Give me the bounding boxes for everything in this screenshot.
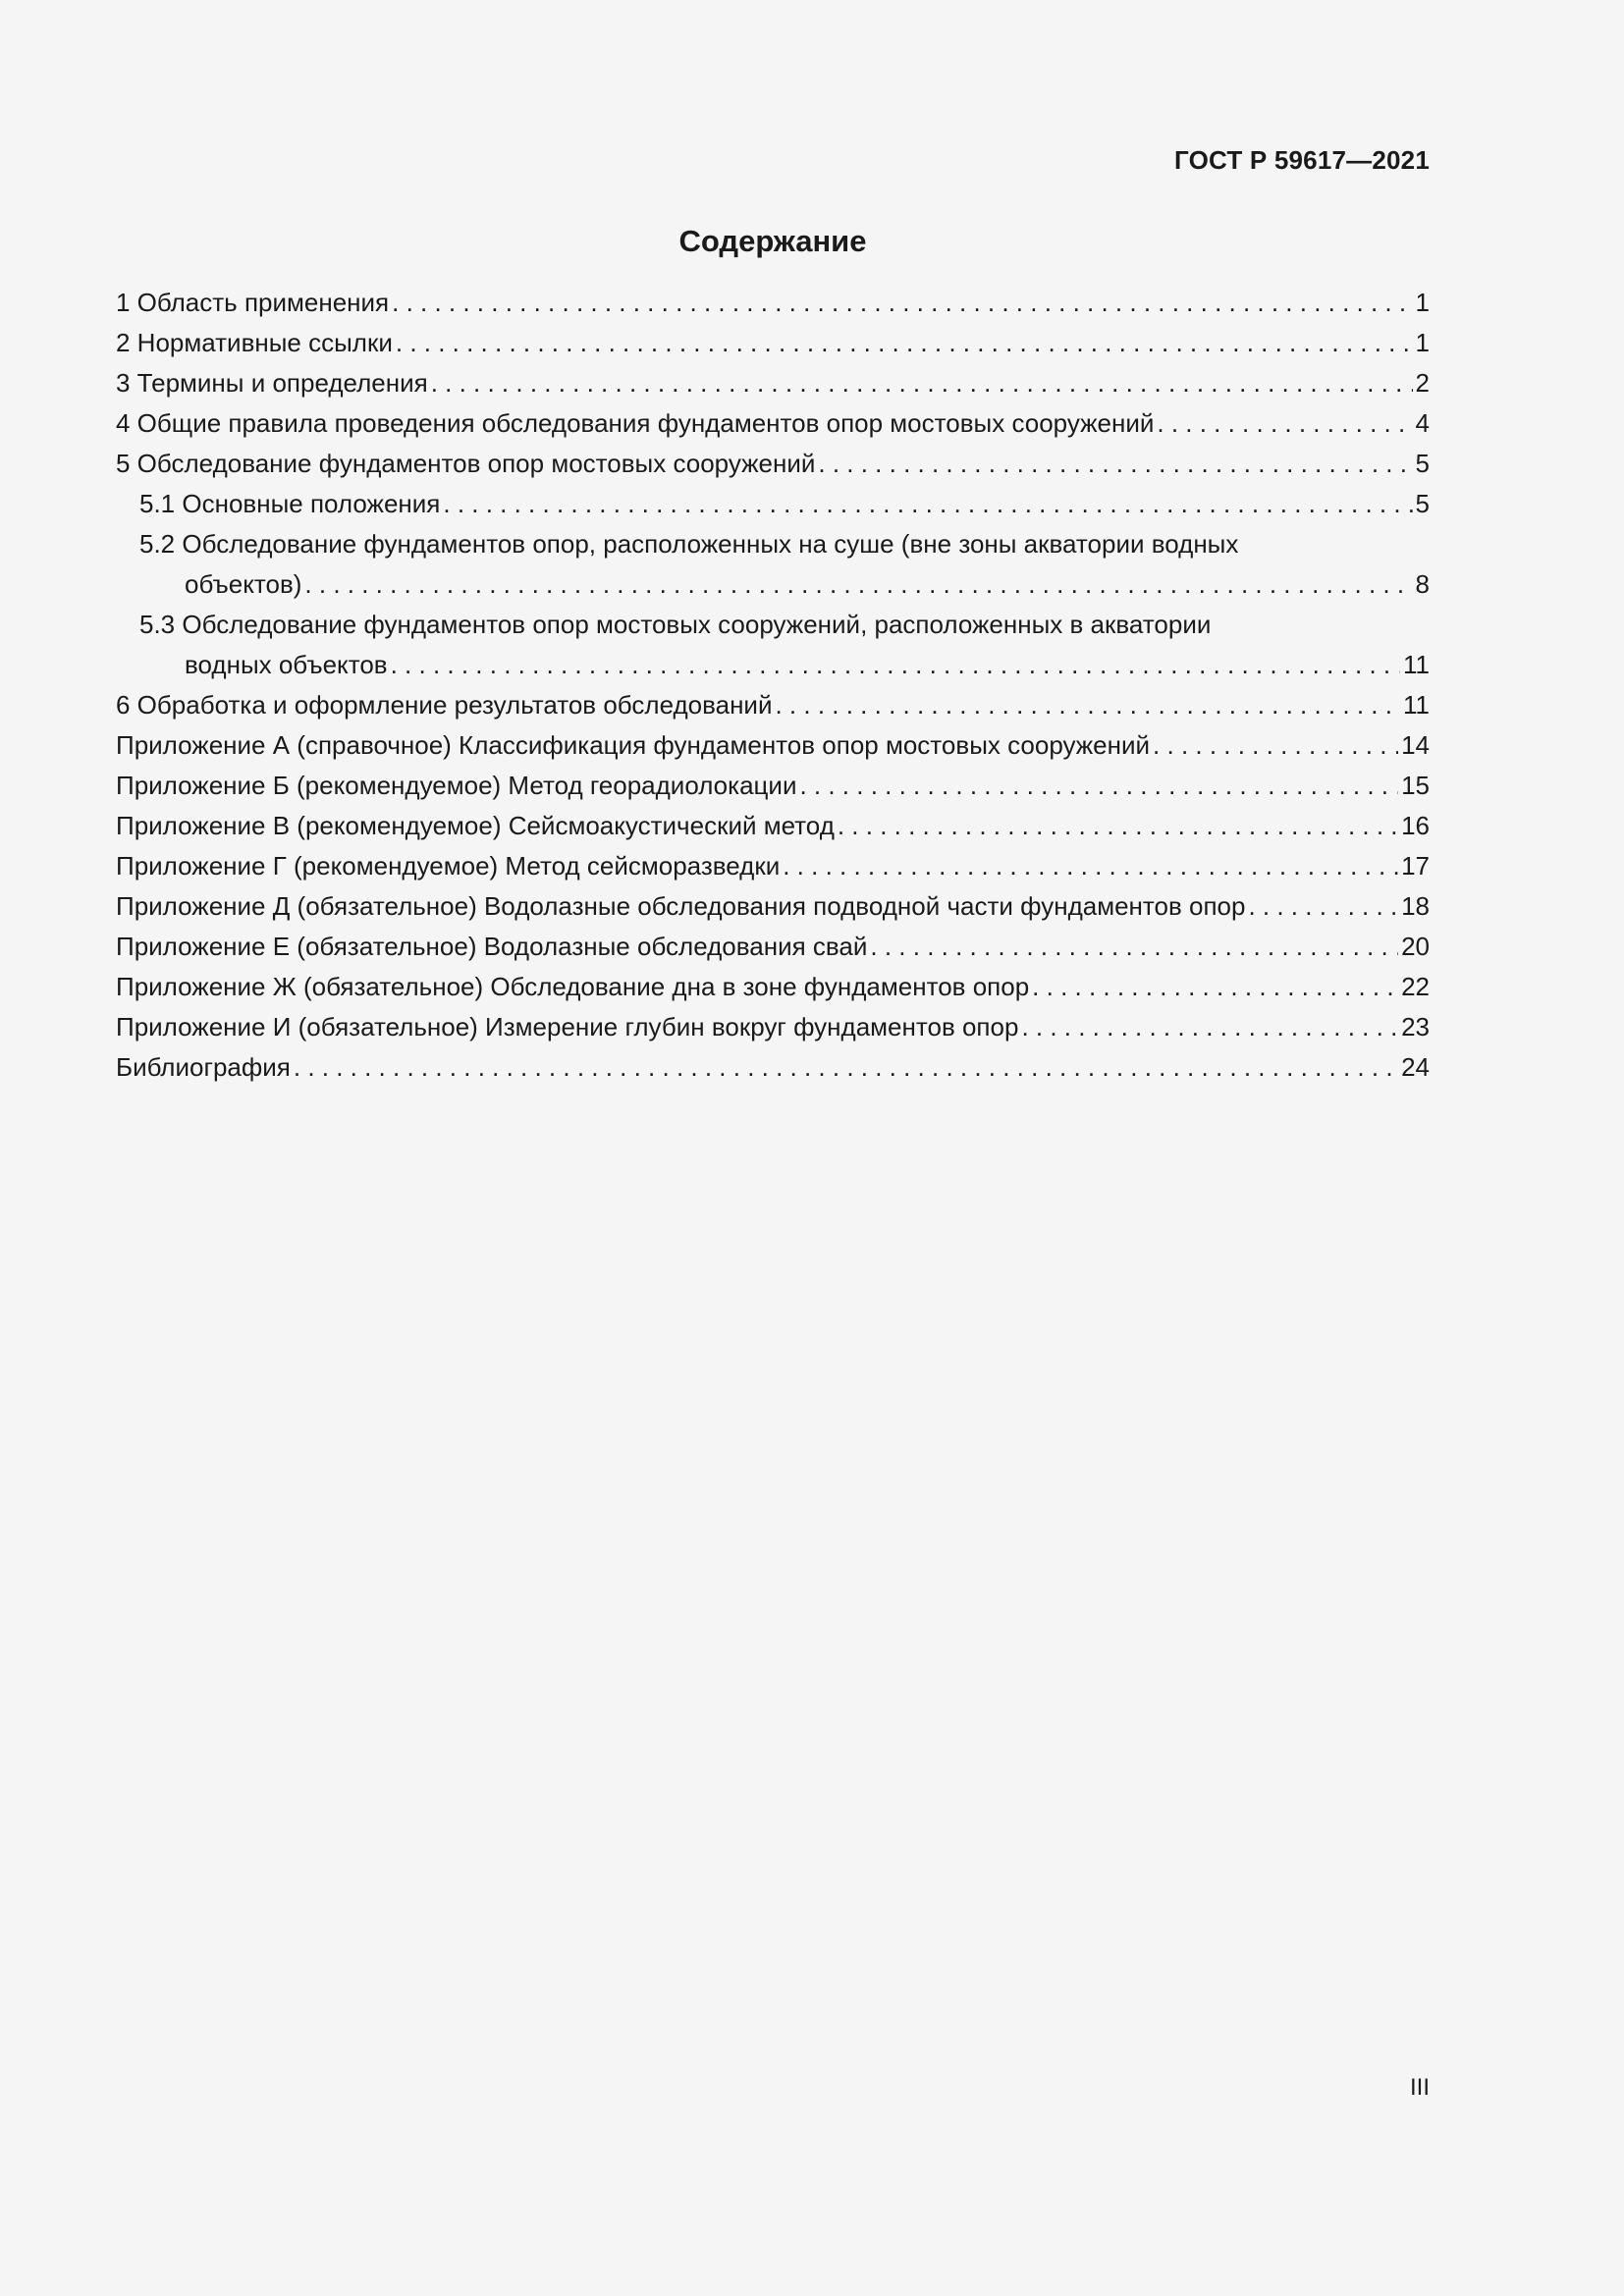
toc-entry-label: 5 Обследование фундаментов опор мостовых сооружений bbox=[116, 449, 816, 478]
toc-entry-page: 1 bbox=[1415, 328, 1430, 357]
dot-leader bbox=[1248, 886, 1398, 927]
toc-entry-bibliography[interactable] bbox=[116, 1047, 1430, 1088]
toc-entry-page: 24 bbox=[1401, 1052, 1430, 1082]
dot-leader bbox=[870, 927, 1398, 967]
document-code: ГОСТ Р 59617—2021 bbox=[1174, 145, 1430, 175]
dot-leader bbox=[391, 645, 1400, 685]
toc-entry-page: 23 bbox=[1401, 1012, 1430, 1041]
dot-leader bbox=[392, 283, 1412, 323]
toc-subentry[interactable] bbox=[116, 484, 1430, 524]
toc-entry-appendix[interactable] bbox=[116, 927, 1430, 967]
toc-entry-label: 2 Нормативные ссылки bbox=[116, 328, 393, 357]
toc-entry-label: Приложение И (обязательное) Измерение глубин вокруг фундаментов опор bbox=[116, 1012, 1019, 1041]
toc-entry-label: Приложение Б (рекомендуемое) Метод георадиолокации bbox=[116, 771, 797, 800]
toc-entry-page: 1 bbox=[1415, 288, 1430, 317]
toc-entry-label: Приложение Д (обязательное) Водолазные обследования подводной части фундаментов опор bbox=[116, 891, 1246, 921]
dot-leader bbox=[775, 685, 1400, 725]
toc-entry-label: 5.1 Основные положения bbox=[139, 489, 441, 518]
toc-entry-appendix[interactable] bbox=[116, 967, 1430, 1007]
toc-subentry-multiline[interactable] bbox=[116, 605, 1430, 685]
toc-entry-label: 1 Область применения bbox=[116, 288, 390, 317]
toc-entry-label: 3 Термины и определения bbox=[116, 368, 428, 398]
toc-entry-page: 5 bbox=[1415, 449, 1430, 478]
toc-entry-label: 6 Обработка и оформление результатов обследований bbox=[116, 690, 773, 720]
toc-entry-label-line1: 5.2 Обследование фундаментов опор, расположенных на суше (вне зоны акватории водных bbox=[139, 529, 1239, 559]
toc-entry-appendix[interactable] bbox=[116, 846, 1430, 886]
toc-entry[interactable] bbox=[116, 323, 1430, 363]
toc-title: Содержание bbox=[678, 224, 867, 258]
table-of-contents bbox=[116, 283, 1430, 1088]
toc-entry-page: 15 bbox=[1401, 771, 1430, 800]
toc-entry-label: Приложение Г (рекомендуемое) Метод сейсморазведки bbox=[116, 851, 781, 881]
toc-entry-appendix[interactable] bbox=[116, 886, 1430, 927]
toc-entry-page: 5 bbox=[1415, 489, 1430, 518]
dot-leader bbox=[818, 444, 1412, 484]
toc-entry-label: Приложение А (справочное) Классификация фундаментов опор мостовых сооружений bbox=[116, 730, 1151, 760]
toc-entry-page: 18 bbox=[1401, 891, 1430, 921]
toc-entry-page: 11 bbox=[1403, 650, 1430, 679]
dot-leader bbox=[294, 1047, 1398, 1088]
toc-entry-page: 8 bbox=[1415, 569, 1430, 599]
toc-entry-label: Приложение Е (обязательное) Водолазные обследования свай bbox=[116, 932, 868, 961]
toc-subentry-multiline[interactable] bbox=[116, 524, 1430, 605]
dot-leader bbox=[799, 766, 1398, 806]
toc-entry-page: 4 bbox=[1415, 408, 1430, 438]
toc-entry-label: Библиография bbox=[116, 1052, 291, 1082]
toc-entry-label: 4 Общие правила проведения обследования фундаментов опор мостовых сооружений bbox=[116, 408, 1155, 438]
toc-entry-label: Приложение Ж (обязательное) Обследование дна в зоне фундаментов опор bbox=[116, 972, 1030, 1001]
dot-leader bbox=[1021, 1007, 1398, 1047]
toc-entry[interactable] bbox=[116, 685, 1430, 725]
toc-entry-appendix[interactable] bbox=[116, 766, 1430, 806]
toc-entry-appendix[interactable] bbox=[116, 1007, 1430, 1047]
page-number: III bbox=[1409, 2074, 1430, 2101]
toc-entry-page: 22 bbox=[1401, 972, 1430, 1001]
toc-entry-page: 14 bbox=[1401, 730, 1430, 760]
toc-entry-appendix[interactable] bbox=[116, 725, 1430, 766]
dot-leader bbox=[443, 484, 1412, 524]
toc-entry-page: 2 bbox=[1415, 368, 1430, 398]
dot-leader bbox=[1157, 403, 1412, 444]
toc-entry[interactable] bbox=[116, 444, 1430, 484]
toc-entry[interactable] bbox=[116, 363, 1430, 403]
toc-entry-page: 11 bbox=[1403, 690, 1430, 720]
toc-entry-page: 16 bbox=[1401, 811, 1430, 840]
dot-leader bbox=[431, 363, 1413, 403]
dot-leader bbox=[1153, 725, 1398, 766]
dot-leader bbox=[838, 806, 1398, 846]
toc-entry-label-line2: объектов) bbox=[185, 569, 302, 599]
toc-entry-label: Приложение В (рекомендуемое) Сейсмоакустический метод bbox=[116, 811, 835, 840]
dot-leader bbox=[304, 564, 1412, 605]
toc-entry[interactable] bbox=[116, 283, 1430, 323]
toc-entry-label-line2: водных объектов bbox=[185, 650, 388, 679]
toc-entry[interactable] bbox=[116, 403, 1430, 444]
dot-leader bbox=[783, 846, 1398, 886]
toc-entry-page: 20 bbox=[1401, 932, 1430, 961]
toc-entry-page: 17 bbox=[1401, 851, 1430, 881]
dot-leader bbox=[1032, 967, 1398, 1007]
dot-leader bbox=[396, 323, 1413, 363]
toc-entry-appendix[interactable] bbox=[116, 806, 1430, 846]
toc-entry-label-line1: 5.3 Обследование фундаментов опор мостовых сооружений, расположенных в акватории bbox=[139, 610, 1212, 639]
